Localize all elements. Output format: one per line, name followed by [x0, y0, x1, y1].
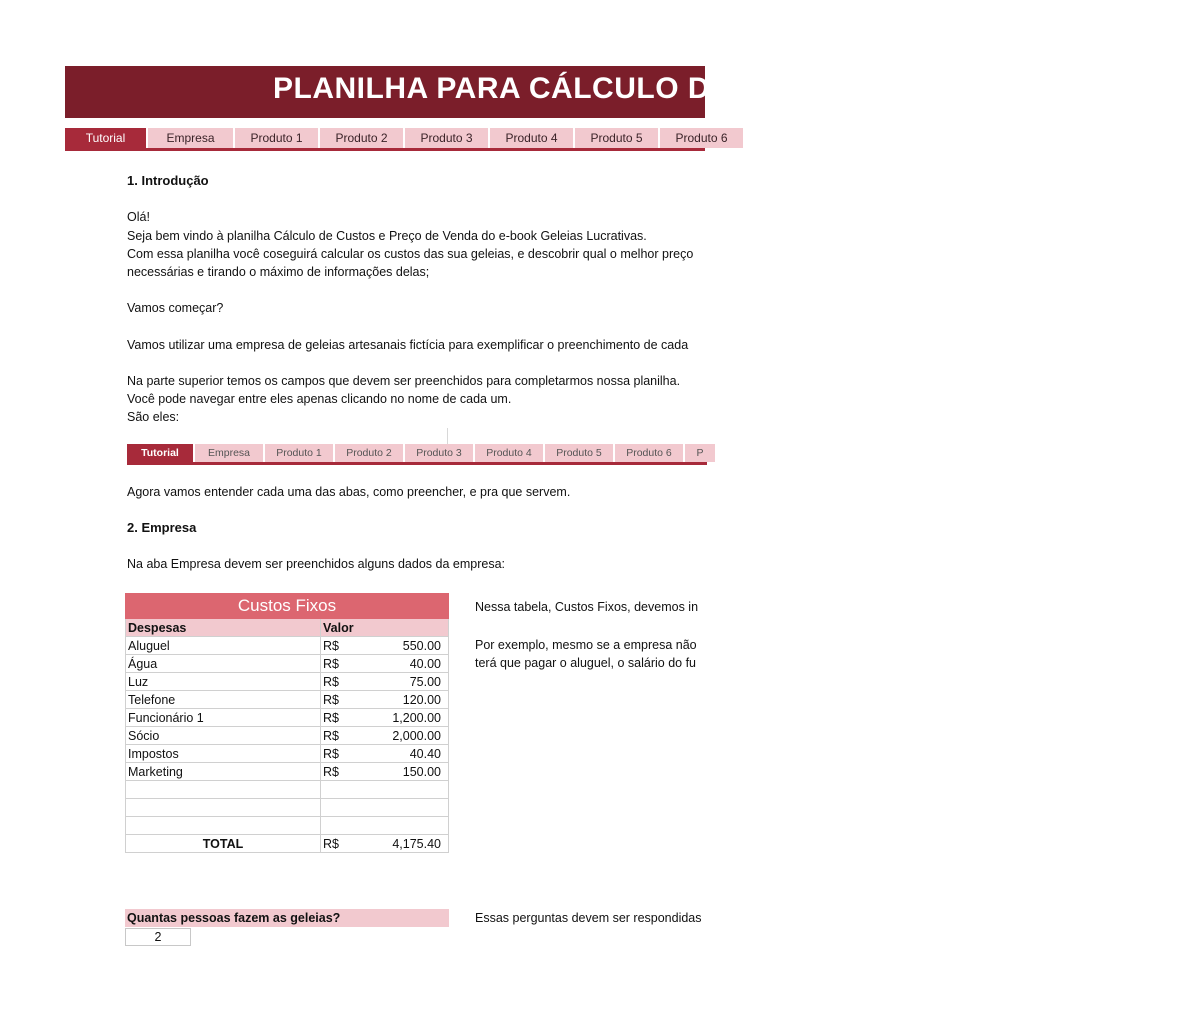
side-note-3: Essas perguntas devem ser respondidas	[475, 911, 702, 925]
intro-greeting: Olá!	[127, 210, 150, 224]
table-row	[126, 655, 449, 673]
intro-line-2: Com essa planilha você coseguirá calcular os custos das sua geleias, e descobrir qual o melhor preço	[127, 247, 694, 261]
expense-value-cell[interactable]	[321, 637, 449, 655]
preview-tab-produto-4: Produto 4	[475, 444, 543, 462]
empty-row	[126, 781, 449, 799]
intro-line-1: Seja bem vindo à planilha Cálculo de Custos e Preço de Venda do e-book Geleias Lucrativas.	[127, 229, 647, 243]
expense-value: 550.00	[402, 638, 441, 653]
table-row	[126, 745, 449, 763]
expense-value: 40.40	[409, 746, 441, 761]
total-value: 4,175.40	[392, 836, 441, 851]
table-row	[126, 727, 449, 745]
preview-tab-tutorial: Tutorial	[127, 444, 193, 462]
expense-label[interactable]: Impostos	[126, 745, 321, 763]
table-row	[126, 709, 449, 727]
expense-value: 1,200.00	[392, 710, 441, 725]
col-header-expenses: Despesas	[126, 619, 321, 637]
tab-produto-2[interactable]: Produto 2	[320, 128, 403, 148]
tab-produto-5[interactable]: Produto 5	[575, 128, 658, 148]
empty-row	[126, 817, 449, 835]
side-note-2a: Por exemplo, mesmo se a empresa não	[475, 638, 697, 652]
fixed-costs-table	[125, 593, 449, 853]
empty-cell[interactable]	[321, 817, 449, 835]
preview-underline	[127, 462, 707, 465]
expense-label[interactable]: Aluguel	[126, 637, 321, 655]
intro-line-8: São eles:	[127, 410, 180, 424]
expense-label[interactable]: Telefone	[126, 691, 321, 709]
preview-tab-produto-1: Produto 1	[265, 444, 333, 462]
expense-label[interactable]: Sócio	[126, 727, 321, 745]
currency-symbol: R$	[323, 764, 339, 779]
currency-symbol: R$	[323, 836, 339, 851]
page-title: PLANILHA PARA CÁLCULO DE CUSTOS E PREÇO DE VENDA	[273, 72, 1182, 105]
currency-symbol: R$	[323, 674, 339, 689]
preview-tab-produto-5: Produto 5	[545, 444, 613, 462]
tab-empresa[interactable]: Empresa	[148, 128, 233, 148]
expense-value-cell[interactable]	[321, 763, 449, 781]
expense-value-cell[interactable]	[321, 691, 449, 709]
empty-row	[126, 799, 449, 817]
side-note-1: Nessa tabela, Custos Fixos, devemos in	[475, 600, 699, 614]
table-row	[126, 673, 449, 691]
after-preview-text: Agora vamos entender cada uma das abas, como preencher, e pra que servem.	[127, 485, 571, 499]
preview-tab-produto-6: Produto 6	[615, 444, 683, 462]
fixed-costs-title: Custos Fixos	[126, 594, 449, 619]
preview-tab-empresa: Empresa	[195, 444, 263, 462]
side-note-2b: terá que pagar o aluguel, o salário do fu	[475, 656, 696, 670]
intro-heading: 1. Introdução	[127, 173, 209, 188]
currency-symbol: R$	[323, 710, 339, 725]
expense-label[interactable]: Água	[126, 655, 321, 673]
expense-value: 2,000.00	[392, 728, 441, 743]
tabs-preview-image	[127, 444, 717, 462]
tab-produto-1[interactable]: Produto 1	[235, 128, 318, 148]
intro-line-3: necessárias e tirando o máximo de informações delas;	[127, 265, 430, 279]
empty-cell[interactable]	[126, 817, 321, 835]
empty-cell[interactable]	[126, 799, 321, 817]
tab-produto-4[interactable]: Produto 4	[490, 128, 573, 148]
expense-label[interactable]: Funcionário 1	[126, 709, 321, 727]
total-label: TOTAL	[126, 835, 321, 853]
empresa-heading: 2. Empresa	[127, 520, 197, 535]
tab-produto-3[interactable]: Produto 3	[405, 128, 488, 148]
preview-tab-produto-3: Produto 3	[405, 444, 473, 462]
expense-value: 40.00	[409, 656, 441, 671]
total-value-cell	[321, 835, 449, 853]
expense-value-cell[interactable]	[321, 727, 449, 745]
tabs-underline	[65, 148, 705, 151]
tab-produto-6[interactable]: Produto 6	[660, 128, 743, 148]
intro-line-7: Você pode navegar entre eles apenas clicando no nome de cada um.	[127, 392, 512, 406]
empty-cell[interactable]	[321, 799, 449, 817]
sheet-tabs	[65, 128, 745, 148]
intro-line-5: Vamos utilizar uma empresa de geleias artesanais fictícia para exemplificar o preenchimento de cada	[127, 338, 689, 352]
currency-symbol: R$	[323, 746, 339, 761]
expense-label[interactable]: Luz	[126, 673, 321, 691]
expense-value: 150.00	[402, 764, 441, 779]
intro-line-4: Vamos começar?	[127, 301, 224, 315]
preview-tab-partial: P	[685, 444, 715, 462]
empty-cell[interactable]	[321, 781, 449, 799]
expense-value-cell[interactable]	[321, 709, 449, 727]
expense-label[interactable]: Marketing	[126, 763, 321, 781]
currency-symbol: R$	[323, 692, 339, 707]
expense-value: 75.00	[409, 674, 441, 689]
currency-symbol: R$	[323, 728, 339, 743]
expense-value: 120.00	[402, 692, 441, 707]
empty-cell[interactable]	[126, 781, 321, 799]
table-row	[126, 763, 449, 781]
total-row	[126, 835, 449, 853]
col-header-value: Valor	[321, 619, 449, 637]
tab-tutorial[interactable]: Tutorial	[65, 128, 146, 148]
table-row	[126, 691, 449, 709]
expense-value-cell[interactable]	[321, 673, 449, 691]
preview-tab-produto-2: Produto 2	[335, 444, 403, 462]
empresa-intro: Na aba Empresa devem ser preenchidos alguns dados da empresa:	[127, 557, 505, 571]
table-row	[126, 637, 449, 655]
currency-symbol: R$	[323, 656, 339, 671]
currency-symbol: R$	[323, 638, 339, 653]
expense-value-cell[interactable]	[321, 745, 449, 763]
preview-divider	[447, 428, 448, 444]
question-label: Quantas pessoas fazem as geleias?	[125, 909, 449, 927]
intro-line-6: Na parte superior temos os campos que devem ser preenchidos para completarmos nossa planilha.	[127, 374, 681, 388]
expense-value-cell[interactable]	[321, 655, 449, 673]
question-answer-field[interactable]: 2	[125, 928, 191, 946]
